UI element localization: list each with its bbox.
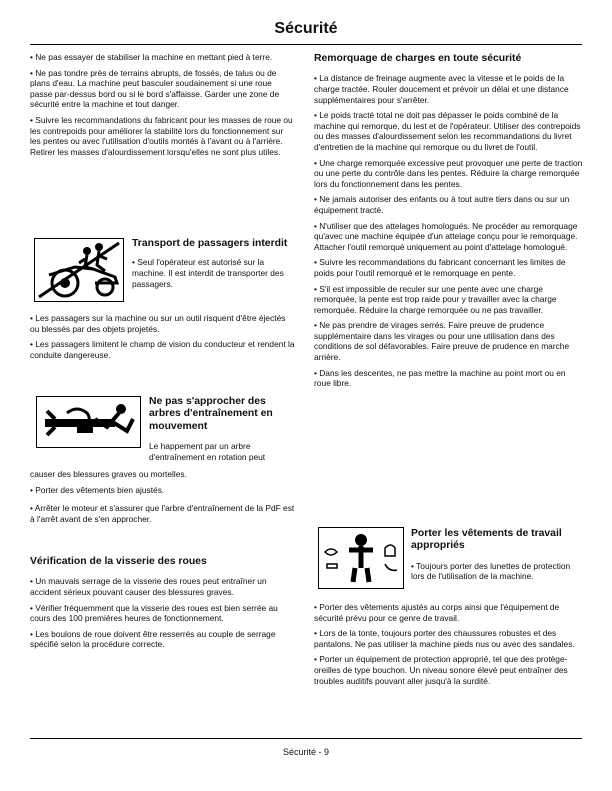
paragraph: • Une charge remorquée excessive peut provoquer une perte de traction ou une perte du contrôle dans les pentes. Réduire la charge remorquée lors du fonctionnement dans les pentes.	[314, 157, 583, 189]
paragraph: • Le poids tracté total ne doit pas dépasser le poids combiné de la machine qui remorque, du lest et de l'opérateur. Utiliser des contrepoids ou des masses d'alourdissement selon les recommandations du livret d'entretien de la machine qui remorque ou du livret de l'outil.	[314, 110, 581, 152]
ppe-bullets	[314, 602, 584, 691]
paragraph: • Porter un équipement de protection approprié, tel que des protège-oreilles de type bouchon. Un niveau sonore élevé peut entraîner des troubles auditifs pouvant aller jusqu'à la surdité.	[314, 654, 568, 686]
paragraph: • Lors de la tonte, toujours porter des chaussures robustes et des pantalons. Ne pas utiliser la machine pieds nus ou avec des sandales.	[314, 628, 575, 649]
paragraph: • Les passagers sur la machine ou sur un outil risquent d'être éjectés ou blessés par des objets projetés.	[30, 313, 286, 334]
passengers-section	[132, 238, 295, 294]
paragraph: • S'il est impossible de reculer sur une pente avec une charge remorquée, la pente est trop raide pour y travailler avec la charge remorquée. Réduire la charge remorquée ou ne pas travailler.	[314, 283, 557, 315]
paragraph: • Suivre les recommandations du fabricant pour les masses de roue ou les contrepoids pour améliorer la stabilité lors du fonctionnement sur les pentes ou avec l'utilisation d'outils montés à l'avant ou à l'arrière. Retirer les masses d'alourdissement lorsqu'elles ne sont plus utiles.	[30, 114, 293, 157]
paragraph: • Toujours porter des lunettes de protection lors de l'utilisation de la machine.	[411, 560, 571, 582]
section-heading: Remorquage de charges en toute sécurité	[314, 53, 522, 64]
driveshaft-bullets	[30, 469, 295, 529]
header-rule	[30, 44, 582, 45]
driveshaft-section	[149, 396, 295, 462]
paragraph: • Ne pas tondre près de terrains abrupts, de fossés, de talus ou de plans d'eau. La machine peut basculer soudainement si une roue passe par-dessus bord ou si le bord s'affaisse. Garder une zone de sécurité entre la machine et tout danger.	[30, 67, 280, 110]
driveshaft-entanglement-icon	[36, 396, 141, 448]
section-heading: Transport de passagers interdit	[132, 238, 288, 249]
paragraph: • Ne jamais autoriser des enfants ou à tout autre tiers dans ou sur un équipement tracté.	[314, 194, 570, 215]
paragraph: • Un mauvais serrage de la visserie des roues peut entraîner un accident sérieux pouvant causer des blessures graves.	[30, 576, 267, 597]
footer-rule	[30, 738, 582, 739]
left-column	[30, 52, 295, 162]
section-heading: Ne pas s'approcher des arbres d'entraînement en mouvement	[149, 396, 273, 432]
section-heading: Vérification de la visserie des roues	[30, 556, 207, 567]
protective-equipment-icon	[318, 527, 404, 589]
tractor-passenger-icon	[34, 238, 124, 302]
page-title: Sécurité	[274, 20, 338, 37]
paragraph: • Ne pas prendre de virages serrés. Faire preuve de prudence supplémentaire dans les virages ou pour une utilisation dans des conditions de sol défavorables. Faire preuve de prudence en marche arrière.	[314, 320, 570, 363]
passengers-bullets	[30, 313, 295, 365]
paragraph: Le happement par un arbre d'entraînement en rotation peut	[149, 441, 266, 462]
towing-section	[314, 53, 584, 394]
ppe-section	[411, 528, 584, 587]
paragraph: • Vérifier fréquemment que la visserie des roues est bien serrée au cours des 100 premières heures de fonctionnement.	[30, 602, 278, 624]
paragraph: • Les passagers limitent le champ de vision du conducteur et rendent la conduite dangereuse.	[30, 339, 295, 360]
paragraph: • Dans les descentes, ne pas mettre la machine au point mort ou en roue libre.	[314, 367, 566, 389]
section-heading: Porter les vêtements de travail appropriés	[411, 528, 562, 552]
paragraph: • Suivre les recommandations du fabricant concernant les limites de poids pour l'outil remorqué et le remorquage en pente.	[314, 257, 566, 278]
page-number: Sécurité - 9	[282, 747, 330, 757]
paragraph: causer des blessures graves ou mortelles.	[30, 469, 187, 479]
paragraph: • N'utiliser que des attelages homologués. Ne procéder au remorquage qu'avec une machine équipée d'un attelage conçu pour le remorquage. Attacher l'outil remorqué uniquement au point d'attelage homologué.	[314, 220, 578, 252]
paragraph: • Les boulons de roue doivent être resserrés au couple de serrage spécifié selon la procédure correcte.	[30, 628, 276, 650]
paragraph: • Ne pas essayer de stabiliser la machine en mettant pied à terre.	[30, 52, 273, 62]
bolts-section	[30, 556, 295, 655]
paragraph: • Arrêter le moteur et s'assurer que l'arbre d'entraînement de la PdF est à l'arrêt avant de s'en approcher.	[30, 503, 295, 524]
paragraph: • Seul l'opérateur est autorisé sur la machine. Il est interdit de transporter des passagers.	[132, 257, 284, 289]
paragraph: • Porter des vêtements ajustés au corps ainsi que l'équipement de sécurité prévu pour ce genre de travail.	[314, 602, 560, 623]
paragraph: • La distance de freinage augmente avec la vitesse et le poids de la charge tractée. Rouler doucement et prévoir un délai et une distance supplémentaires pour s'arrêter.	[314, 73, 569, 105]
paragraph: • Porter des vêtements bien ajustés.	[30, 484, 165, 495]
